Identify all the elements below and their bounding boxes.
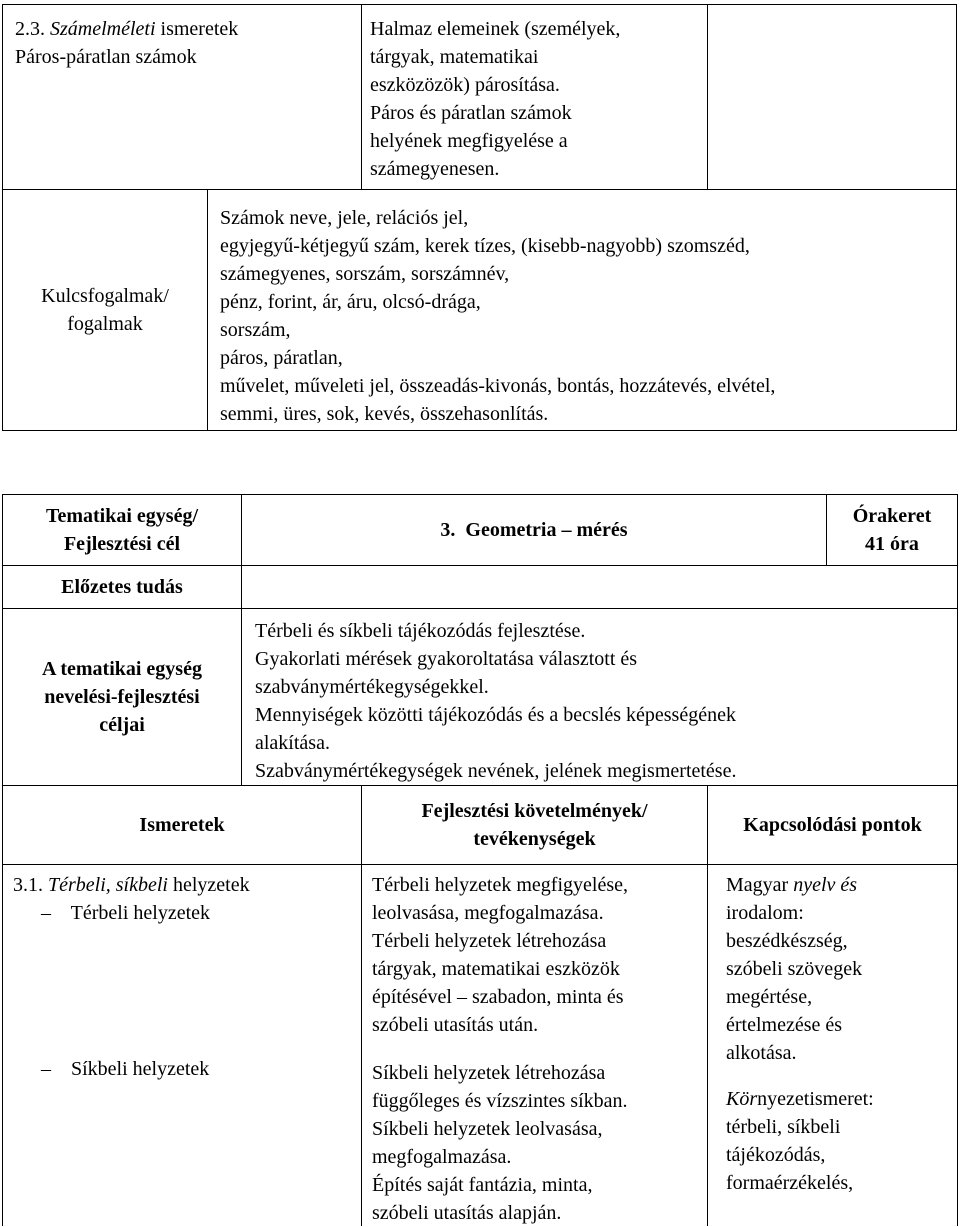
knowledge-cell: [2, 864, 362, 1226]
goals-label-cell: [2, 608, 242, 786]
goals-label: nevelési-fejlesztési: [44, 686, 200, 708]
connection-line: formaérzékelés,: [726, 1172, 854, 1194]
prior-knowledge-label-cell: [2, 565, 242, 609]
goal-line: Szabványmértékegységek nevének, jelének megismertetése.: [255, 760, 737, 782]
key-concepts-cell: [207, 189, 957, 431]
unit-title: 3. Geometria – mérés: [440, 519, 628, 541]
connection-line: irodalom:: [726, 902, 804, 924]
key-concept-line: páros, páratlan,: [220, 347, 343, 369]
key-concept-line: számegyenes, sorszám, sorszámnév,: [220, 263, 510, 285]
connection-line: szóbeli szövegek: [726, 958, 863, 980]
hours-value: 41 óra: [865, 533, 919, 555]
key-concept-line: egyjegyű-kétjegyű szám, kerek tízes, (kisebb-nagyobb) szomszéd,: [220, 235, 750, 257]
requirement-line: Síkbeli helyzetek leolvasása,: [372, 1118, 603, 1140]
requirement-line: leolvasása, megfogalmazása.: [372, 902, 604, 924]
knowledge-item: – Síkbeli helyzetek: [41, 1058, 210, 1080]
requirement-line: megfogalmazása.: [372, 1146, 512, 1168]
requirements-header: tevékenységek: [473, 828, 596, 850]
requirement-line: Síkbeli helyzetek létrehozása: [372, 1062, 606, 1084]
goal-line: Térbeli és síkbeli tájékozódás fejlesztése.: [255, 620, 586, 642]
prior-knowledge-cell: [241, 565, 958, 609]
requirement-line: Térbeli helyzetek megfigyelése,: [372, 874, 628, 896]
prior-knowledge-label: Előzetes tudás: [61, 576, 183, 598]
section-description-cell: [361, 4, 708, 190]
requirement-line: Térbeli helyzetek létrehozása: [372, 930, 607, 952]
hours-cell: [826, 494, 958, 566]
connection-line: alkotása.: [726, 1042, 797, 1064]
connection-line: térbeli, síkbeli: [726, 1116, 841, 1138]
key-concept-line: művelet, műveleti jel, összeadás-kivonás, bontás, hozzátevés, elvétel,: [220, 375, 776, 397]
requirement-line: tárgyak, matematikai eszközök: [372, 958, 620, 980]
requirement-line: szóbeli utasítás után.: [372, 1014, 539, 1036]
knowledge-heading: 3.1. Térbeli, síkbeli helyzetek: [13, 874, 250, 896]
key-concepts-label-cell: [2, 189, 208, 431]
connection-line: Magyar nyelv és: [726, 874, 858, 896]
description-line: Páros és páratlan számok: [370, 102, 572, 124]
connections-header-cell: [707, 785, 958, 865]
unit-label-cell: [2, 494, 242, 566]
knowledge-header: Ismeretek: [139, 814, 225, 836]
hours-label: Órakeret: [852, 505, 932, 527]
connection-line: tájékozódás,: [726, 1144, 826, 1166]
connection-line: Környezetismeret:: [726, 1088, 874, 1110]
connections-header: Kapcsolódási pontok: [743, 814, 922, 836]
goal-line: Gyakorlati mérések gyakoroltatása választott és: [255, 648, 638, 670]
description-line: Halmaz elemeinek (személyek,: [370, 18, 621, 40]
connections-cell: [707, 864, 958, 1226]
key-concepts-label: Kulcsfogalmak/: [41, 285, 169, 307]
section-title: 2.3. Számelméleti ismeretek: [15, 18, 239, 40]
requirement-line: szóbeli utasítás alapján.: [372, 1202, 562, 1224]
requirements-header: Fejlesztési követelmények/: [421, 800, 648, 822]
description-line: tárgyak, matematikai: [370, 46, 539, 68]
key-concepts-label: fogalmak: [67, 313, 143, 335]
key-concept-line: sorszám,: [220, 319, 291, 341]
connection-line: értelmezése és: [726, 1014, 843, 1036]
description-line: eszközözök) párosítása.: [370, 74, 560, 96]
knowledge-item: – Térbeli helyzetek: [41, 902, 211, 924]
requirement-line: függőleges és vízszintes síkban.: [372, 1090, 628, 1112]
requirement-line: Építés saját fantázia, minta,: [372, 1174, 593, 1196]
empty-cell: [707, 4, 957, 190]
knowledge-header-cell: [2, 785, 362, 865]
requirements-cell: [361, 864, 708, 1226]
goals-label: A tematikai egység: [42, 658, 202, 680]
requirements-header-cell: [361, 785, 708, 865]
unit-label: Tematikai egység/: [45, 505, 199, 527]
key-concept-line: semmi, üres, sok, kevés, összehasonlítás.: [220, 403, 549, 425]
unit-title-cell: [241, 494, 827, 566]
connection-line: beszédkészség,: [726, 930, 848, 952]
description-line: helyének megfigyelése a: [370, 130, 568, 152]
goal-line: szabványmértékegységekkel.: [255, 676, 489, 698]
connection-line: megértése,: [726, 986, 813, 1008]
goal-line: alakítása.: [255, 732, 330, 754]
section-subtitle: Páros-páratlan számok: [15, 46, 197, 68]
description-line: számegyenesen.: [370, 158, 500, 180]
key-concept-line: pénz, forint, ár, áru, olcsó-drága,: [220, 291, 481, 313]
goal-line: Mennyiségek közötti tájékozódás és a becslés képességének: [255, 704, 736, 726]
goals-label: céljai: [99, 714, 145, 736]
goals-cell: [241, 608, 958, 786]
section-cell: [2, 4, 362, 190]
requirement-line: építésével – szabadon, minta és: [372, 986, 624, 1008]
unit-label: Fejlesztési cél: [63, 533, 181, 555]
key-concept-line: Számok neve, jele, relációs jel,: [220, 207, 469, 229]
